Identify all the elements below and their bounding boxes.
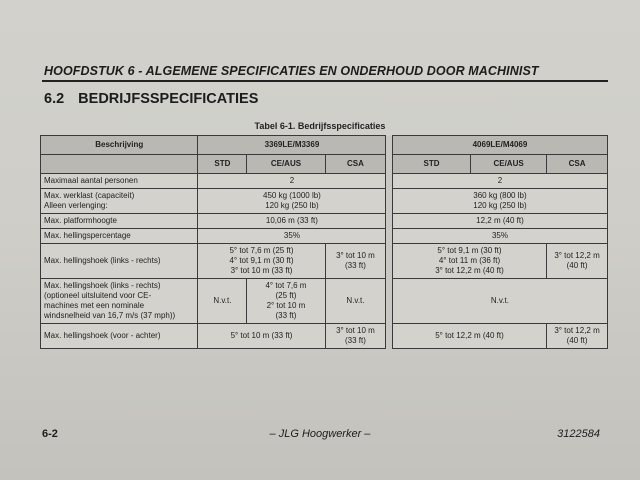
header-b-ce: CE/AUS xyxy=(471,155,547,174)
header-a-ce: CE/AUS xyxy=(247,155,325,174)
header-description-blank xyxy=(41,155,198,174)
header-row-variants xyxy=(41,155,608,174)
value-model-b: 12,2 m (40 ft) xyxy=(392,214,607,229)
header-a-csa: CSA xyxy=(325,155,386,174)
row-label: Max. hellingshoek (links - rechts) (optioneel uitsluitend voor CE- machines met een nominale windsnelheid van 16,7 m/s (37 mph)) xyxy=(41,279,198,324)
table-row xyxy=(41,244,608,279)
row-label: Max. hellingshoek (links - rechts) xyxy=(41,244,198,279)
value-model-a: 10,06 m (33 ft) xyxy=(198,214,386,229)
value-model-b-std-ce: 5° tot 9,1 m (30 ft) 4° tot 11 m (36 ft) 3° tot 12,2 m (40 ft) xyxy=(392,244,546,279)
table-row xyxy=(41,324,608,349)
value-model-b: 360 kg (800 lb) 120 kg (250 lb) xyxy=(392,189,607,214)
value-model-b-std-ce: 5° tot 12,2 m (40 ft) xyxy=(392,324,546,349)
header-row-models xyxy=(41,136,608,155)
value-model-a-csa: N.v.t. xyxy=(325,279,386,324)
footer-title: – JLG Hoogwerker – xyxy=(269,428,371,440)
row-label: Max. werklast (capaciteit) Alleen verlenging: xyxy=(41,189,198,214)
value-model-a-std: N.v.t. xyxy=(198,279,247,324)
row-label: Max. hellingshoek (voor - achter) xyxy=(41,324,198,349)
value-model-a: 35% xyxy=(198,229,386,244)
value-model-a-std-ce: 5° tot 10 m (33 ft) xyxy=(198,324,325,349)
value-model-b-csa: 3° tot 12,2 m (40 ft) xyxy=(547,324,608,349)
table-row xyxy=(41,229,608,244)
header-a-std: STD xyxy=(198,155,247,174)
header-model-b: 4069LE/M4069 xyxy=(392,136,607,155)
section-heading xyxy=(44,91,258,107)
document-number: 3122584 xyxy=(557,428,600,440)
table-row xyxy=(41,279,608,324)
header-b-std: STD xyxy=(392,155,470,174)
header-b-csa: CSA xyxy=(547,155,608,174)
header-description: Beschrijving xyxy=(41,136,198,155)
section-title: BEDRIJFSSPECIFICATIES xyxy=(78,91,259,107)
row-label: Maximaal aantal personen xyxy=(41,174,198,189)
row-label: Max. hellingspercentage xyxy=(41,229,198,244)
value-model-a: 2 xyxy=(198,174,386,189)
value-model-b: 35% xyxy=(392,229,607,244)
specifications-table xyxy=(40,135,608,349)
header-model-a: 3369LE/M3369 xyxy=(198,136,386,155)
chapter-heading: HOOFDSTUK 6 - ALGEMENE SPECIFICATIES EN ONDERHOUD DOOR MACHINIST xyxy=(44,64,539,78)
value-model-a: 450 kg (1000 lb) 120 kg (250 lb) xyxy=(198,189,386,214)
value-model-b: 2 xyxy=(392,174,607,189)
section-number: 6.2 xyxy=(44,91,65,107)
table-row xyxy=(41,189,608,214)
value-model-a-csa: 3° tot 10 m (33 ft) xyxy=(325,244,386,279)
row-label: Max. platformhoogte xyxy=(41,214,198,229)
value-model-b-csa: 3° tot 12,2 m (40 ft) xyxy=(547,244,608,279)
page-number: 6-2 xyxy=(42,428,58,440)
value-model-b: N.v.t. xyxy=(392,279,607,324)
table-row xyxy=(41,214,608,229)
value-model-a-csa: 3° tot 10 m (33 ft) xyxy=(325,324,386,349)
table-caption: Tabel 6-1. Bedrijfsspecificaties xyxy=(254,121,386,131)
table-row xyxy=(41,174,608,189)
value-model-a-ce: 4° tot 7,6 m (25 ft) 2° tot 10 m (33 ft) xyxy=(247,279,325,324)
value-model-a-std-ce: 5° tot 7,6 m (25 ft) 4° tot 9,1 m (30 ft) 3° tot 10 m (33 ft) xyxy=(198,244,325,279)
chapter-rule xyxy=(42,80,608,82)
